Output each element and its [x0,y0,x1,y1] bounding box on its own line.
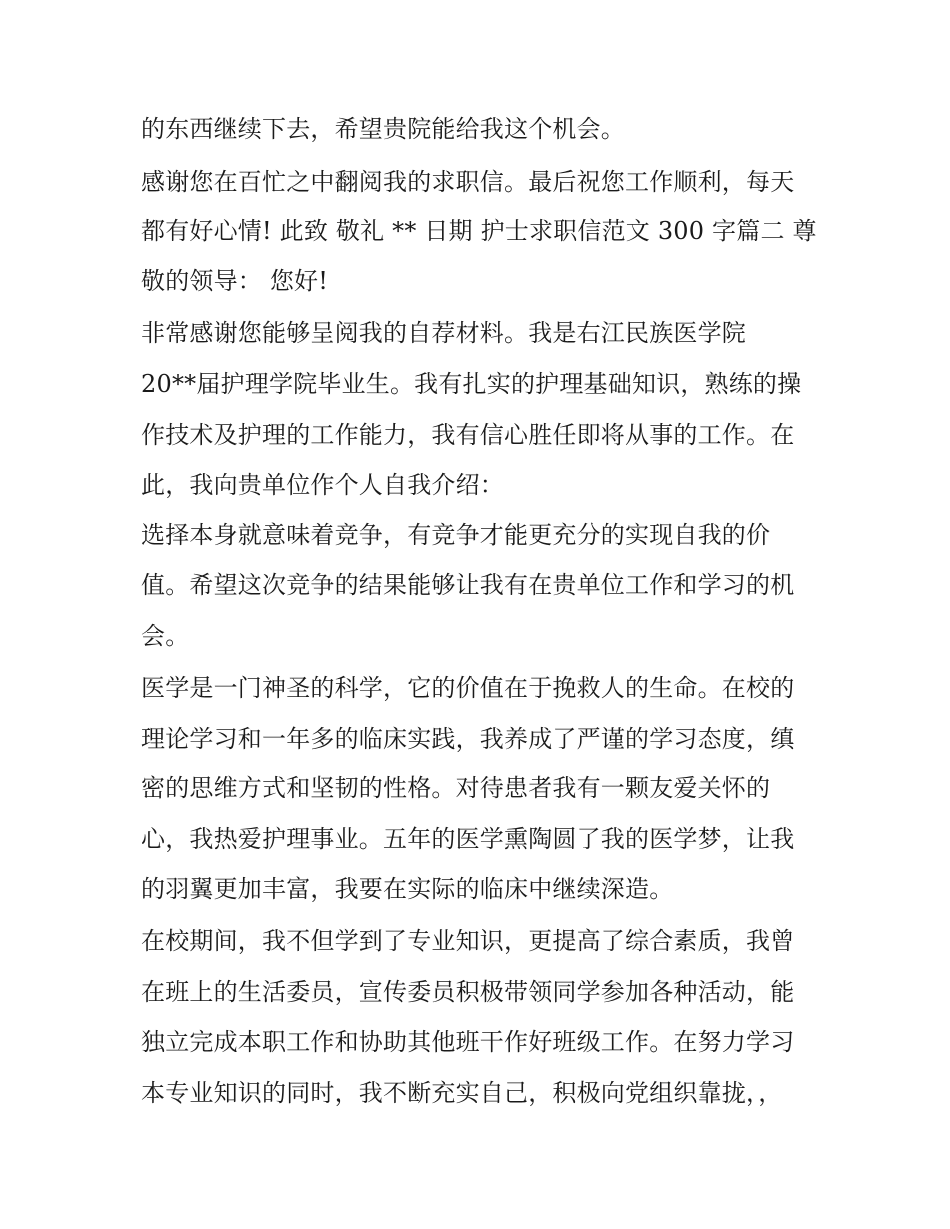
text-line: 非常感谢您能够呈阅我的自荐材料。我是右江民族医学院 [141,319,746,347]
text-line: 独立完成本职工作和协助其他班干作好班级工作。在努力学习 [141,1028,795,1056]
text-line: 作技术及护理的工作能力，我有信心胜任即将从事的工作。在 [141,421,795,449]
text-line: 都有好心情! 此致 敬礼 ** 日期 护士求职信范文 300 字篇二 尊 [141,217,817,245]
text-line: 密的思维方式和坚韧的性格。对待患者我有一颗友爱关怀的 [141,774,771,802]
text-line: 选择本身就意味着竞争，有竞争才能更充分的实现自我的价 [141,521,771,549]
text-line: 本专业知识的同时，我不断充实自己，积极向党组织靠拢，， [141,1079,783,1107]
text-line: 敬的领导： 您好! [141,267,329,295]
text-line: 会。 [141,622,190,650]
text-line: 感谢您在百忙之中翻阅我的求职信。最后祝您工作顺利，每天 [141,168,795,196]
text-line: 医学是一门神圣的科学，它的价值在于挽救人的生命。在校的 [141,674,795,702]
text-line: 的东西继续下去，希望贵院能给我这个机会。 [141,115,625,143]
text-line: 在班上的生活委员，宣传委员积极带领同学参加各种活动，能 [141,978,795,1006]
text-line: 理论学习和一年多的临床实践，我养成了严谨的学习态度，缜 [141,725,795,753]
text-line: 心，我热爱护理事业。五年的医学熏陶圆了我的医学梦，让我 [141,825,795,853]
text-line: 在校期间，我不但学到了专业知识，更提高了综合素质，我曾 [141,927,795,955]
text-line: 20**届护理学院毕业生。我有扎实的护理基础知识，熟练的操 [141,370,802,398]
text-line: 的羽翼更加丰富，我要在实际的临床中继续深造。 [141,875,674,903]
text-line: 此，我向贵单位作个人自我介绍： [141,471,504,499]
text-line: 值。希望这次竞争的结果能够让我有在贵单位工作和学习的机 [141,571,795,599]
